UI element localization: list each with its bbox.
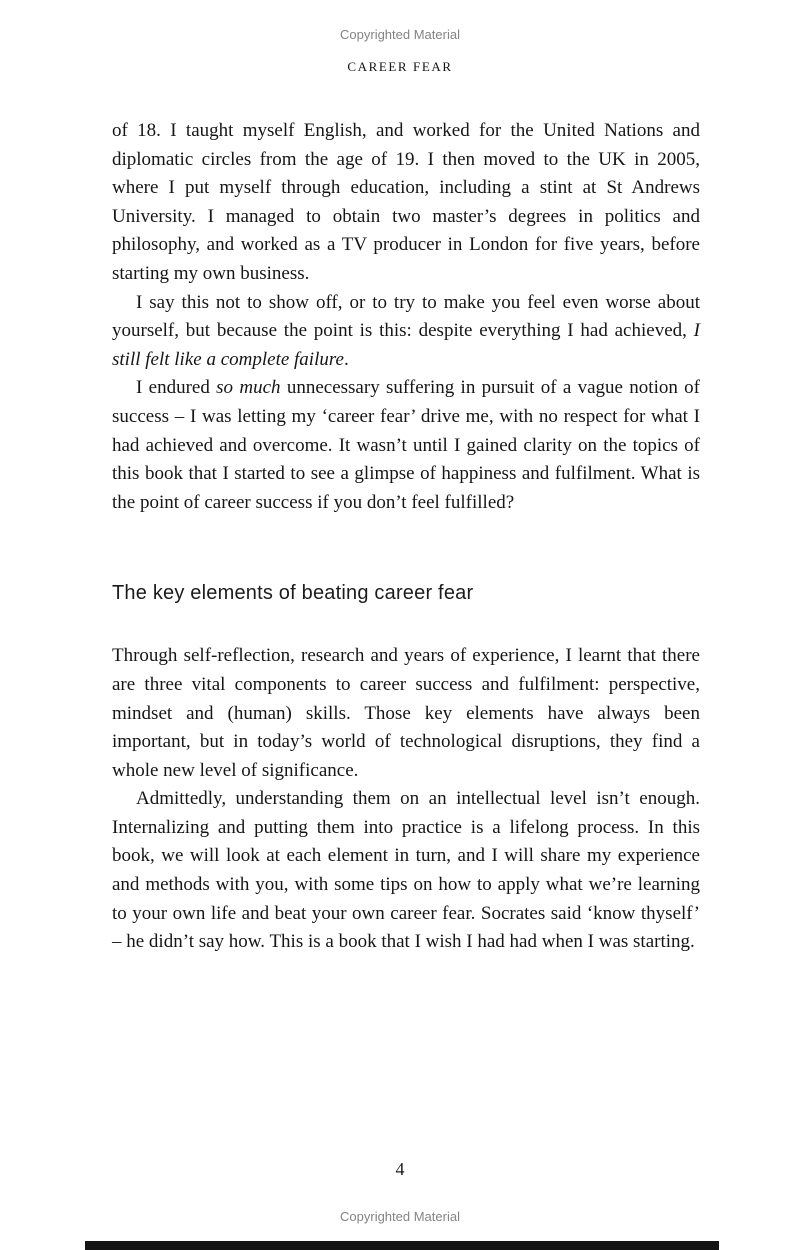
paragraph-5 bbox=[112, 785, 700, 957]
text-segment: unnecessary suffering in pursuit of a vague notion of success – I was letting my ‘career fear’ drive me, with no respect for what I had achieved and overcome. It wasn’t until I gained clarity on the topics of this book that I started to see a glimpse of happiness and fulfilment. What is the point of career success if you don’t feel fulfilled? bbox=[112, 377, 700, 513]
page-body bbox=[112, 117, 700, 957]
paragraph-1 bbox=[112, 117, 700, 289]
text-segment: . bbox=[344, 348, 349, 370]
section-heading: The key elements of beating career fear bbox=[112, 582, 474, 605]
copyright-notice-top: Copyrighted Material bbox=[340, 27, 460, 42]
paragraph-4 bbox=[112, 642, 700, 785]
paragraph-3 bbox=[112, 374, 700, 517]
text-segment: I endured bbox=[136, 377, 217, 399]
text-segment: Admittedly, understanding them on an intellectual level isn’t enough. Internalizing and putting them into practice is a lifelong process. In this book, we will look at each element in turn, and I will share my experience and methods with you, with some tips on how to apply what we’re learning to your own life and beat your own career fear. Socrates said ‘know thyself’ – he didn’t say how. This is a book that I wish I had had when I was starting. bbox=[112, 788, 700, 953]
text-segment: I say this not to show off, or to try to make you feel even worse about yourself, but because the point is this: despite everything I had achieved, bbox=[112, 291, 700, 342]
paragraph-2 bbox=[112, 289, 700, 375]
text-segment: of 18. I taught myself English, and worked for the United Nations and diplomatic circles from the age of 19. I then moved to the UK in 2005, where I put myself through education, including a stint at St Andrews University. I managed to obtain two master’s degrees in politics and philosophy, and worked as a TV producer in London for five years, before starting my own business. bbox=[112, 120, 700, 284]
italic-text: so much bbox=[216, 377, 281, 399]
text-segment: Through self-reflection, research and years of experience, I learnt that there are three vital components to career success and fulfilment: perspective, mindset and (human) skills. Those key elements have always been important, but in today’s world of technological disruptions, they find a whole new level of significance. bbox=[112, 645, 700, 781]
copyright-notice-bottom: Copyrighted Material bbox=[340, 1209, 460, 1224]
italic-text: I still felt like a complete failure bbox=[112, 320, 700, 370]
running-header: CAREER FEAR bbox=[347, 59, 453, 74]
page-number: 4 bbox=[395, 1159, 405, 1179]
bottom-edge-bar bbox=[85, 1241, 719, 1250]
